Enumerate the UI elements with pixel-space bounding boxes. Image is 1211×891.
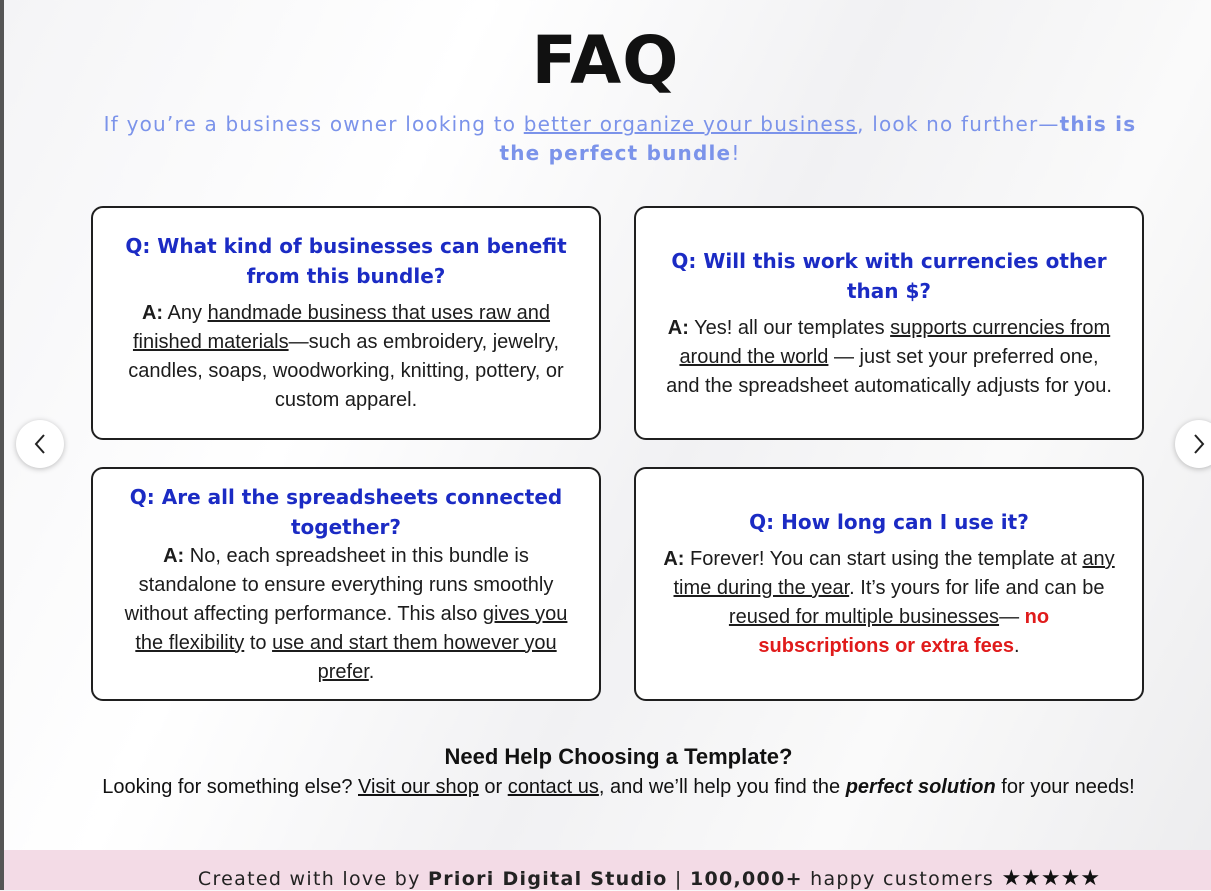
help-text-part: or: [478, 776, 508, 798]
customer-count: 100,000+: [689, 868, 803, 890]
answer-text: . It’s yours for life and can be: [849, 577, 1105, 599]
footer-text-part: Created with love by: [197, 868, 429, 890]
answer-text: Yes! all our templates: [688, 316, 891, 339]
footer-text-part: happy customers: [802, 868, 1002, 890]
answer-text: Forever! You can start using the template at: [684, 548, 1083, 570]
page-title: FAQ: [531, 22, 680, 99]
faq-answer: [662, 545, 1116, 661]
faq-question: Q: Will this work with currencies other than $?: [671, 248, 1107, 303]
answer-text: .: [368, 660, 375, 683]
subtitle-text: !: [731, 141, 741, 165]
answer-link: supports currencies from around the world: [679, 316, 1111, 368]
answer-label: A:: [163, 544, 185, 567]
subtitle-bold: this is the perfect bundle: [499, 112, 1137, 165]
answer-text: —: [999, 606, 1025, 628]
answer-link: handmade business that uses raw and finished materials: [132, 302, 551, 353]
carousel-next-button[interactable]: [1175, 420, 1211, 468]
faq-card-currencies: [634, 206, 1144, 440]
answer-text: to: [244, 631, 273, 654]
help-emphasis: perfect solution: [845, 776, 996, 798]
answer-link: reused for multiple businesses: [728, 606, 1000, 628]
answer-label: A:: [663, 548, 685, 570]
help-text: [0, 776, 1211, 799]
help-text-part: for your needs!: [995, 776, 1135, 798]
footer-text: [4, 866, 1211, 891]
carousel-prev-button[interactable]: [16, 420, 64, 468]
chevron-right-icon: [1192, 433, 1206, 455]
answer-text: —such as embroidery, jewelry, candles, soaps, woodworking, knitting, pottery, or custom apparel.: [128, 331, 564, 411]
footer-banner: [4, 850, 1211, 890]
faq-question: Q: How long can I use it?: [749, 510, 1029, 534]
faq-answer: [119, 299, 573, 415]
subtitle-text: If you’re a business owner looking to: [103, 112, 524, 136]
answer-text: .: [1014, 635, 1020, 657]
page-subtitle: [80, 110, 1160, 168]
chevron-left-icon: [33, 433, 47, 455]
answer-highlight: no subscriptions or extra fees: [758, 606, 1050, 657]
subtitle-text: , look no further—: [857, 112, 1060, 136]
answer-label: A:: [141, 302, 164, 324]
faq-answer: [662, 314, 1116, 401]
footer-separator: |: [667, 868, 690, 890]
faq-card-duration: [634, 467, 1144, 701]
studio-name: Priori Digital Studio: [428, 868, 668, 890]
faq-question: Q: What kind of businesses can benefit from this bundle?: [125, 234, 567, 288]
answer-link: any time during the year: [673, 548, 1115, 599]
help-text-part: Looking for something else?: [102, 776, 358, 798]
help-heading: Need Help Choosing a Template?: [444, 744, 793, 769]
answer-label: A:: [667, 316, 689, 339]
faq-question: Q: Are all the spreadsheets connected together?: [129, 484, 563, 539]
contact-us-link[interactable]: contact us: [507, 776, 599, 798]
help-text-part: , and we’ll help you find the: [598, 776, 846, 798]
faq-card-businesses: [91, 206, 601, 440]
answer-text: No, each spreadsheet in this bundle is standalone to ensure everything runs smoothly without affecting performance. This also: [124, 544, 554, 625]
answer-link: gives you the flexibility: [135, 602, 568, 654]
rating-stars-icon: ★★★★★: [1001, 866, 1101, 891]
answer-text: Any: [163, 302, 208, 324]
answer-text: — just set your preferred one, and the spreadsheet automatically adjusts for you.: [666, 345, 1112, 397]
answer-link: use and start them however you prefer: [272, 631, 557, 683]
faq-card-connected: [91, 467, 601, 701]
subtitle-link[interactable]: better organize your business: [523, 112, 858, 136]
faq-answer: [119, 542, 573, 687]
visit-shop-link[interactable]: Visit our shop: [358, 776, 479, 798]
